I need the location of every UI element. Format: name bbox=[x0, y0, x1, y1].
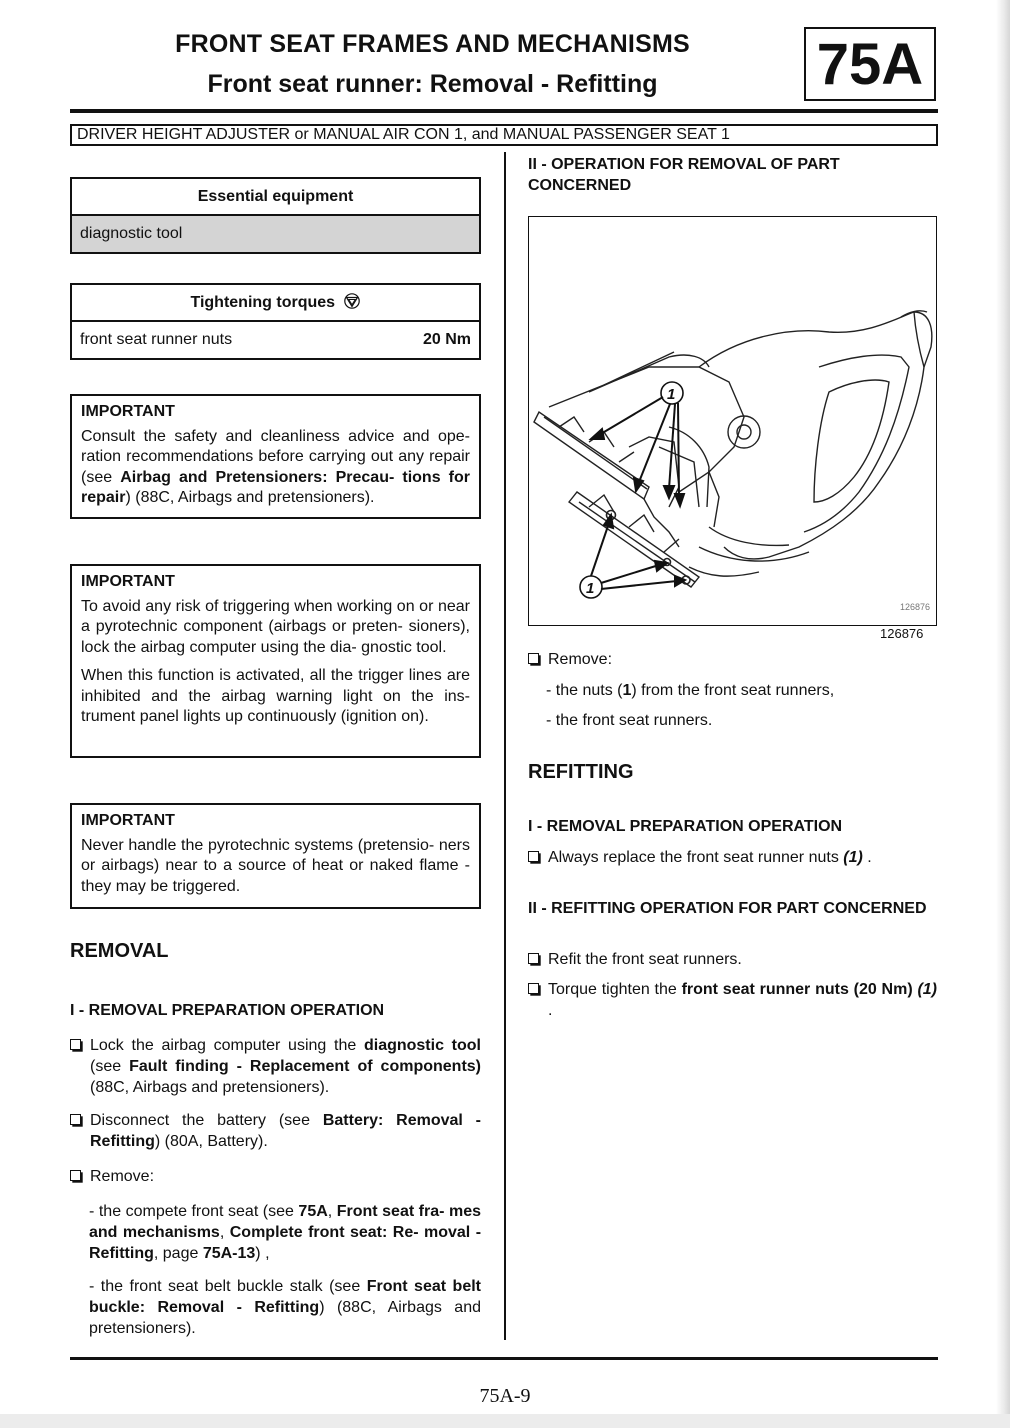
page-bottom-margin bbox=[0, 1414, 1010, 1428]
refitting-step-torque: Torque tighten the front seat runner nuts (20 Nm) (1) . bbox=[528, 979, 937, 1021]
figure-number-inset: 126876 bbox=[899, 602, 930, 612]
important-heading: IMPORTANT bbox=[81, 403, 175, 420]
refitting-heading: REFITTING bbox=[528, 761, 634, 783]
important-text: Consult the safety and cleanliness advice and ope- ration recommendations before carrying out any repair (see Airbag and Pretensioners: Precau- tions for repair) (88C, Airbags and pretensioners). bbox=[81, 427, 470, 506]
removal-op-heading: II - OPERATION FOR REMOVAL OF PART CONCERNED bbox=[528, 156, 840, 194]
page-number: 75A-9 bbox=[479, 1385, 531, 1407]
checkbox-bullet-icon bbox=[528, 653, 539, 664]
checkbox-bullet-icon bbox=[528, 953, 539, 964]
important-text: To avoid any risk of triggering when working on or near a pyrotechnic component (airbags or preten- sioners), lock the airbag computer using the dia- gnostic tool. bbox=[81, 597, 470, 656]
removal-step-disconnect-battery: Disconnect the battery (see Battery: Removal - Refitting) (80A, Battery). bbox=[70, 1110, 481, 1152]
figure-callout-1: 1 bbox=[667, 386, 676, 403]
seat-runner-illustration bbox=[529, 217, 935, 624]
removal-prep-heading: I - REMOVAL PREPARATION OPERATION bbox=[70, 1002, 385, 1019]
tightening-torques-header bbox=[72, 285, 479, 322]
checkbox-bullet-icon bbox=[528, 983, 539, 994]
important-notice-safety bbox=[70, 394, 481, 519]
checkbox-bullet-icon bbox=[70, 1114, 81, 1125]
important-text: Never handle the pyrotechnic systems (pretensio- ners or airbags) near to a source of heat or naked flame - they may be triggered. bbox=[81, 836, 470, 895]
figure-number: 126876 bbox=[880, 626, 924, 641]
important-heading: IMPORTANT bbox=[81, 812, 175, 829]
essential-equipment-table bbox=[70, 177, 481, 254]
removal-step-remove: Remove: bbox=[70, 1166, 481, 1187]
refitting-prep-heading: I - REMOVAL PREPARATION OPERATION bbox=[528, 818, 843, 835]
checkbox-bullet-icon bbox=[70, 1039, 81, 1050]
removal-substep-buckle-stalk: - the front seat belt buckle stalk (see Front seat belt buckle: Removal - Refitting) (88C, Airbags and pretensioners). bbox=[89, 1278, 482, 1337]
torque-triangle-icon bbox=[343, 293, 361, 309]
airbag-precautions-reference: Airbag and Pretensioners: Precau- tions for repair bbox=[81, 468, 470, 506]
diagnostic-tool-reference: diagnostic tool bbox=[363, 1037, 482, 1054]
complete-front-seat-reference: Complete front seat: Re- moval - Refitting bbox=[89, 1224, 482, 1262]
removal-remove-label: Remove: bbox=[528, 649, 937, 670]
refitting-op-heading: II - REFITTING OPERATION FOR PART CONCERNED bbox=[528, 900, 927, 917]
refitting-step-refit-runners: Refit the front seat runners. bbox=[528, 949, 937, 970]
seat-belt-buckle-reference: Front seat belt buckle: Removal - Refitting bbox=[89, 1278, 481, 1316]
checkbox-bullet-icon bbox=[528, 851, 539, 862]
footer-rule bbox=[70, 1357, 938, 1360]
page-subtitle: Front seat runner: Removal - Refitting bbox=[207, 70, 658, 98]
removal-heading: REMOVAL bbox=[70, 940, 169, 962]
fault-finding-reference: Fault finding - Replacement of components) bbox=[129, 1058, 481, 1075]
important-heading: IMPORTANT bbox=[81, 573, 175, 590]
removal-substep-front-seat: - the compete front seat (see 75A, Front seat fra- mes and mechanisms, Complete front seat: Re- moval - Refitting, page 75A-13) , bbox=[89, 1203, 482, 1262]
battery-reference: Battery: Removal - Refitting bbox=[90, 1112, 482, 1150]
important-notice-pyrotechnic bbox=[70, 564, 481, 758]
essential-equipment-heading: Essential equipment bbox=[72, 179, 479, 216]
tightening-torques-table bbox=[70, 283, 481, 360]
checkbox-bullet-icon bbox=[70, 1170, 81, 1181]
header-rule bbox=[70, 109, 938, 113]
torque-value: 20 Nm bbox=[422, 331, 471, 348]
column-divider bbox=[504, 152, 506, 1340]
important-text: When this function is activated, all the trigger lines are inhibited and the airbag warning light on the ins- trument panel lights up continuously (ignition on). bbox=[81, 667, 470, 725]
figure-callout-1: 1 bbox=[586, 580, 595, 597]
front-seat-frames-reference: Front seat fra- mes and mechanisms bbox=[89, 1203, 481, 1241]
torque-reference: front seat runner nuts (20 Nm) bbox=[681, 981, 913, 998]
page-reference: 75A-13 bbox=[202, 1245, 256, 1262]
section-code-box: 75A bbox=[804, 27, 936, 101]
tightening-torques-heading: Tightening torques bbox=[190, 294, 336, 311]
page-title: FRONT SEAT FRAMES AND MECHANISMS bbox=[175, 30, 690, 58]
torque-item: front seat runner nuts bbox=[80, 331, 233, 348]
removal-step-lock-airbag: Lock the airbag computer using the diagnostic tool (see Fault finding - Replacement of components) (88C, Airbags and pretensioners). bbox=[70, 1035, 481, 1098]
page-edge-shadow bbox=[996, 0, 1010, 1428]
important-notice-heat bbox=[70, 803, 481, 909]
refitting-step-replace-nuts: Always replace the front seat runner nuts (1) . bbox=[528, 847, 937, 868]
essential-equipment-item: diagnostic tool bbox=[72, 216, 479, 252]
torque-row bbox=[72, 322, 479, 358]
seat-runner-figure bbox=[528, 216, 937, 626]
variant-banner: DRIVER HEIGHT ADJUSTER or MANUAL AIR CON 1, and MANUAL PASSENGER SEAT 1 bbox=[70, 124, 938, 146]
removal-substep-runners: - the front seat runners. bbox=[546, 712, 713, 729]
removal-substep-nuts: - the nuts (1) from the front seat runners, bbox=[546, 682, 835, 699]
